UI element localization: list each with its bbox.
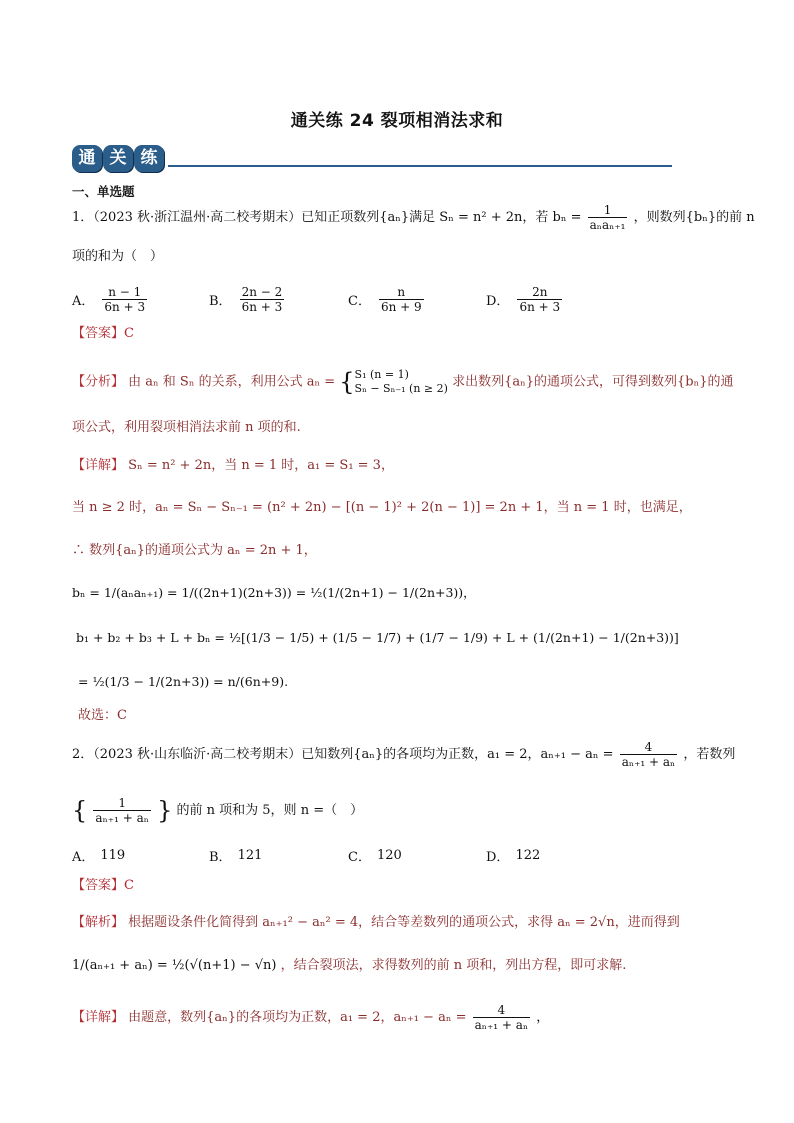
- q1-detail-5: b₁ + b₂ + b₃ + L + bₙ = ½[(1/3 − 1/5) + (1/5 − 1/7) + (1/7 − 1/9) + L + (1/(2n+1) − 1/(2n+3))]: [76, 630, 679, 645]
- q1-option-b[interactable]: [209, 285, 286, 314]
- page-title: 通关练 24 裂项相消法求和: [290, 111, 504, 131]
- q2-analysis-text-2: ，结合裂项法，求得数列的前 n 项和，列出方程，即可求解.: [280, 958, 627, 973]
- q2-detail-1-end: ，: [536, 1010, 550, 1025]
- q2-option-a[interactable]: [72, 846, 125, 865]
- q2-answer-value: C: [124, 878, 134, 893]
- q1-analysis-case-1: S₁ (n = 1): [354, 368, 409, 381]
- q2-option-d-text: 122: [515, 848, 541, 863]
- q1-option-c[interactable]: [348, 285, 426, 314]
- q1-option-a-frac: [102, 285, 147, 314]
- q2-stem-seq-num: 1: [118, 796, 126, 810]
- q2-option-c[interactable]: [348, 846, 402, 865]
- q2-stem-line-2: [72, 796, 363, 825]
- q1-stem: [72, 203, 755, 232]
- q1-option-b-frac: [240, 285, 285, 314]
- q2-analysis-formula: 1/(aₙ₊₁ + aₙ) = ½(√(n+1) − √n): [72, 958, 277, 973]
- q2-stem: [72, 740, 735, 769]
- q2-detail-frac-num: 4: [497, 1003, 506, 1017]
- q1-analysis-text: 由 aₙ 和 Sₙ 的关系，利用公式 aₙ =: [128, 374, 336, 390]
- q1-option-a-num: n − 1: [108, 285, 142, 299]
- q1-stem-fraction: [588, 203, 628, 232]
- q2-option-b[interactable]: [209, 846, 262, 865]
- q1-analysis-case-list: [355, 368, 448, 396]
- q2-option-c-text: 120: [376, 848, 402, 863]
- q1-analysis-case-2: Sₙ − Sₙ₋₁ (n ≥ 2): [354, 382, 448, 395]
- q1-detail-2: 当 n ≥ 2 时，aₙ = Sₙ − Sₙ₋₁ = (n² + 2n) − [(n − 1)² + 2(n − 1)] = 2n + 1，当 n = 1 时，也满足，: [72, 500, 692, 515]
- q1-detail-1: [72, 456, 394, 476]
- q1-option-d-den: 6n + 3: [519, 300, 561, 314]
- q1-option-c-den: 6n + 9: [380, 300, 422, 314]
- q2-answer: [72, 876, 134, 896]
- q1-stem-text-2: ，则数列{bₙ}的前 n: [633, 210, 755, 225]
- q1-answer-value: C: [124, 326, 134, 341]
- q1-detail-6: = ½(1/3 − 1/(2n+3)) = n/(6n+9).: [78, 674, 289, 689]
- q2-stem-brace-right: }: [157, 796, 173, 825]
- q1-detail-3: ∴ 数列{aₙ}的通项公式为 aₙ = 2n + 1，: [72, 543, 317, 558]
- q1-analysis-brace: {: [339, 368, 355, 396]
- logo: [72, 145, 164, 173]
- q1-analysis-text-2: 求出数列{aₙ}的通项公式，可得到数列{bₙ}的通: [452, 374, 734, 390]
- q1-detail-tag: 【详解】: [72, 458, 125, 473]
- q1-choose: 故选：C: [78, 708, 127, 723]
- q2-option-b-label: B．: [209, 850, 232, 865]
- q2-analysis: [72, 913, 680, 933]
- q2-stem-frac-den: aₙ₊₁ + aₙ: [621, 755, 676, 769]
- logo-char-1: 通: [72, 145, 102, 172]
- q1-stem-line-2: 项的和为（ ）: [72, 249, 164, 264]
- q1-detail-4: bₙ = 1/(aₙaₙ₊₁) = 1/((2n+1)(2n+3)) = ½(1/(2n+1) − 1/(2n+3))，: [72, 585, 476, 600]
- q2-option-d[interactable]: [486, 846, 540, 865]
- q2-stem-text-2: ，若数列: [683, 747, 736, 762]
- q1-answer-tag: 【答案】: [72, 326, 125, 341]
- q1-option-a-label: A．: [72, 294, 95, 309]
- q2-analysis-tag: 【解析】: [72, 915, 125, 930]
- q1-stem-frac-num: 1: [603, 203, 612, 217]
- q2-detail-1: [72, 1003, 549, 1032]
- q1-detail-1-text: Sₙ = n² + 2n，当 n = 1 时，a₁ = S₁ = 3，: [128, 458, 394, 473]
- q1-analysis-line-2: 项公式，利用裂项相消法求前 n 项的和.: [72, 420, 301, 435]
- q2-stem-seq-fraction: [93, 796, 151, 825]
- q1-option-d-num: 2n: [532, 285, 548, 299]
- q2-stem-text: 2．（2023 秋·山东临沂·高二校考期末）已知数列{aₙ}的各项均为正数，a₁ = 2，aₙ₊₁ − aₙ =: [72, 747, 614, 762]
- q2-detail-1-text: 由题意，数列{aₙ}的各项均为正数，a₁ = 2，aₙ₊₁ − aₙ =: [128, 1010, 467, 1025]
- q1-analysis: [72, 368, 733, 396]
- q1-stem-text: 1．（2023 秋·浙江温州·高二校考期末）已知正项数列{aₙ}满足 Sₙ = n² + 2n，若 bₙ =: [72, 210, 582, 225]
- q2-answer-tag: 【答案】: [72, 878, 125, 893]
- q1-option-a-den: 6n + 3: [104, 300, 146, 314]
- q2-analysis-line-2: [72, 956, 626, 976]
- logo-char-2: 关: [103, 145, 133, 172]
- q2-detail-frac-den: aₙ₊₁ + aₙ: [474, 1018, 529, 1032]
- q1-option-d-frac: [517, 285, 562, 314]
- q2-option-a-text: 119: [100, 848, 126, 863]
- q1-option-d-label: D．: [486, 294, 510, 309]
- q1-option-b-den: 6n + 3: [241, 300, 283, 314]
- q1-option-c-label: C．: [348, 294, 371, 309]
- section-heading: 一、单选题: [72, 184, 135, 199]
- q1-option-b-label: B．: [209, 294, 232, 309]
- q2-option-a-label: A．: [72, 850, 95, 865]
- q2-detail-fraction: [473, 1003, 531, 1032]
- q2-stem-fraction: [620, 740, 678, 769]
- q2-option-d-label: D．: [486, 850, 510, 865]
- q1-option-c-num: n: [397, 285, 406, 299]
- q1-answer: [72, 324, 134, 344]
- q1-analysis-cases: [339, 368, 448, 396]
- q2-option-b-text: 121: [237, 848, 263, 863]
- header-rule: [168, 165, 672, 167]
- q2-stem-brace-left: {: [72, 796, 88, 825]
- q1-analysis-tag: 【分析】: [72, 374, 125, 390]
- q2-stem-text-3: 的前 n 项和为 5，则 n =（ ）: [176, 803, 364, 818]
- q1-option-c-frac: [379, 285, 424, 314]
- q1-stem-frac-den: aₙaₙ₊₁: [589, 218, 626, 232]
- q2-option-c-label: C．: [348, 850, 371, 865]
- q1-option-a[interactable]: [72, 285, 149, 314]
- q2-analysis-text: 根据题设条件化简得到 aₙ₊₁² − aₙ² = 4，结合等差数列的通项公式，求得 aₙ = 2√n，进而得到: [128, 915, 680, 930]
- q2-detail-tag: 【详解】: [72, 1010, 125, 1025]
- logo-char-3: 练: [134, 145, 164, 172]
- q1-option-b-num: 2n − 2: [241, 285, 283, 299]
- q1-option-d[interactable]: [486, 285, 564, 314]
- q2-stem-seq-den: aₙ₊₁ + aₙ: [95, 811, 149, 825]
- q2-stem-frac-num: 4: [644, 740, 653, 754]
